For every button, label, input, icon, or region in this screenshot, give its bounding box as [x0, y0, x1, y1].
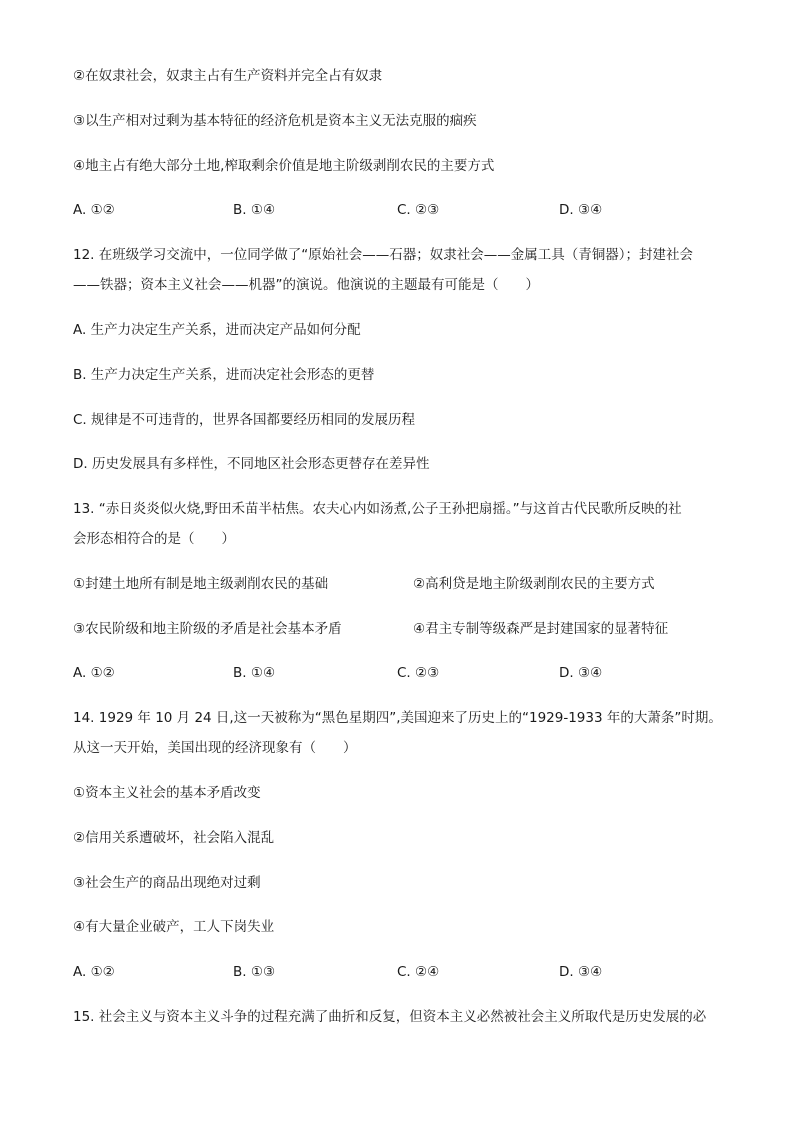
q13-stem-line-2: 会形态相符合的是（ ） [73, 531, 235, 547]
q12-option-d: D. 历史发展具有多样性，不同地区社会形态更替存在差异性 [73, 456, 430, 472]
q14-stem-line-1: 14. 1929 年 10 月 24 日,这一天被称为“黑色星期四”,美国迎来了历史上的“1929-1933 年的大萧条”时期。 [73, 710, 722, 726]
q14-option-c: C. ②④ [397, 964, 440, 980]
q13-option-a: A. ①② [73, 665, 115, 681]
q14-item-4: ④有大量企业破产，工人下岗失业 [73, 919, 275, 935]
q11-option-c: C. ②③ [397, 202, 440, 218]
q11-item-2: ②在奴隶社会，奴隶主占有生产资料并完全占有奴隶 [73, 68, 383, 84]
q13-item-4: ④君主专制等级森严是封建国家的显著特征 [413, 621, 669, 637]
q15-stem-line-1: 15. 社会主义与资本主义斗争的过程充满了曲折和反复，但资本主义必然被社会主义所取代是历史发展的必 [73, 1009, 707, 1025]
q11-item-3: ③以生产相对过剩为基本特征的经济危机是资本主义无法克服的痼疾 [73, 113, 477, 129]
q11-option-b: B. ①④ [233, 202, 276, 218]
q14-item-3: ③社会生产的商品出现绝对过剩 [73, 875, 261, 891]
q14-option-d: D. ③④ [559, 964, 603, 980]
q13-item-1: ①封建土地所有制是地主级剥削农民的基础 [73, 576, 329, 592]
q12-option-a: A. 生产力决定生产关系，进而决定产品如何分配 [73, 322, 361, 338]
q11-option-d: D. ③④ [559, 202, 603, 218]
q12-stem-line-1: 12. 在班级学习交流中，一位同学做了“原始社会——石器；奴隶社会——金属工具（青铜器）；封建社会 [73, 247, 694, 263]
q13-item-3: ③农民阶级和地主阶级的矛盾是社会基本矛盾 [73, 621, 342, 637]
q13-option-c: C. ②③ [397, 665, 440, 681]
q11-option-a: A. ①② [73, 202, 115, 218]
q12-option-b: B. 生产力决定生产关系，进而决定社会形态的更替 [73, 367, 375, 383]
q13-stem-line-1: 13. “赤日炎炎似火烧,野田禾苗半枯焦。农夫心内如汤煮,公子王孙把扇摇。”与这首古代民歌所反映的社 [73, 501, 682, 517]
q13-option-d: D. ③④ [559, 665, 603, 681]
q11-item-4: ④地主占有绝大部分土地,榨取剩余价值是地主阶级剥削农民的主要方式 [73, 158, 495, 174]
q14-item-2: ②信用关系遭破坏，社会陷入混乱 [73, 830, 275, 846]
q13-item-2: ②高利贷是地主阶级剥削农民的主要方式 [413, 576, 655, 592]
q13-option-b: B. ①④ [233, 665, 276, 681]
q12-option-c: C. 规律是不可违背的，世界各国都要经历相同的发展历程 [73, 412, 416, 428]
q14-stem-line-2: 从这一天开始，美国出现的经济现象有（ ） [73, 740, 357, 756]
q14-option-a: A. ①② [73, 964, 115, 980]
q14-option-b: B. ①③ [233, 964, 276, 980]
q14-item-1: ①资本主义社会的基本矛盾改变 [73, 785, 261, 801]
q12-stem-line-2: ——铁器；资本主义社会——机器”的演说。他演说的主题最有可能是（ ） [73, 277, 539, 293]
